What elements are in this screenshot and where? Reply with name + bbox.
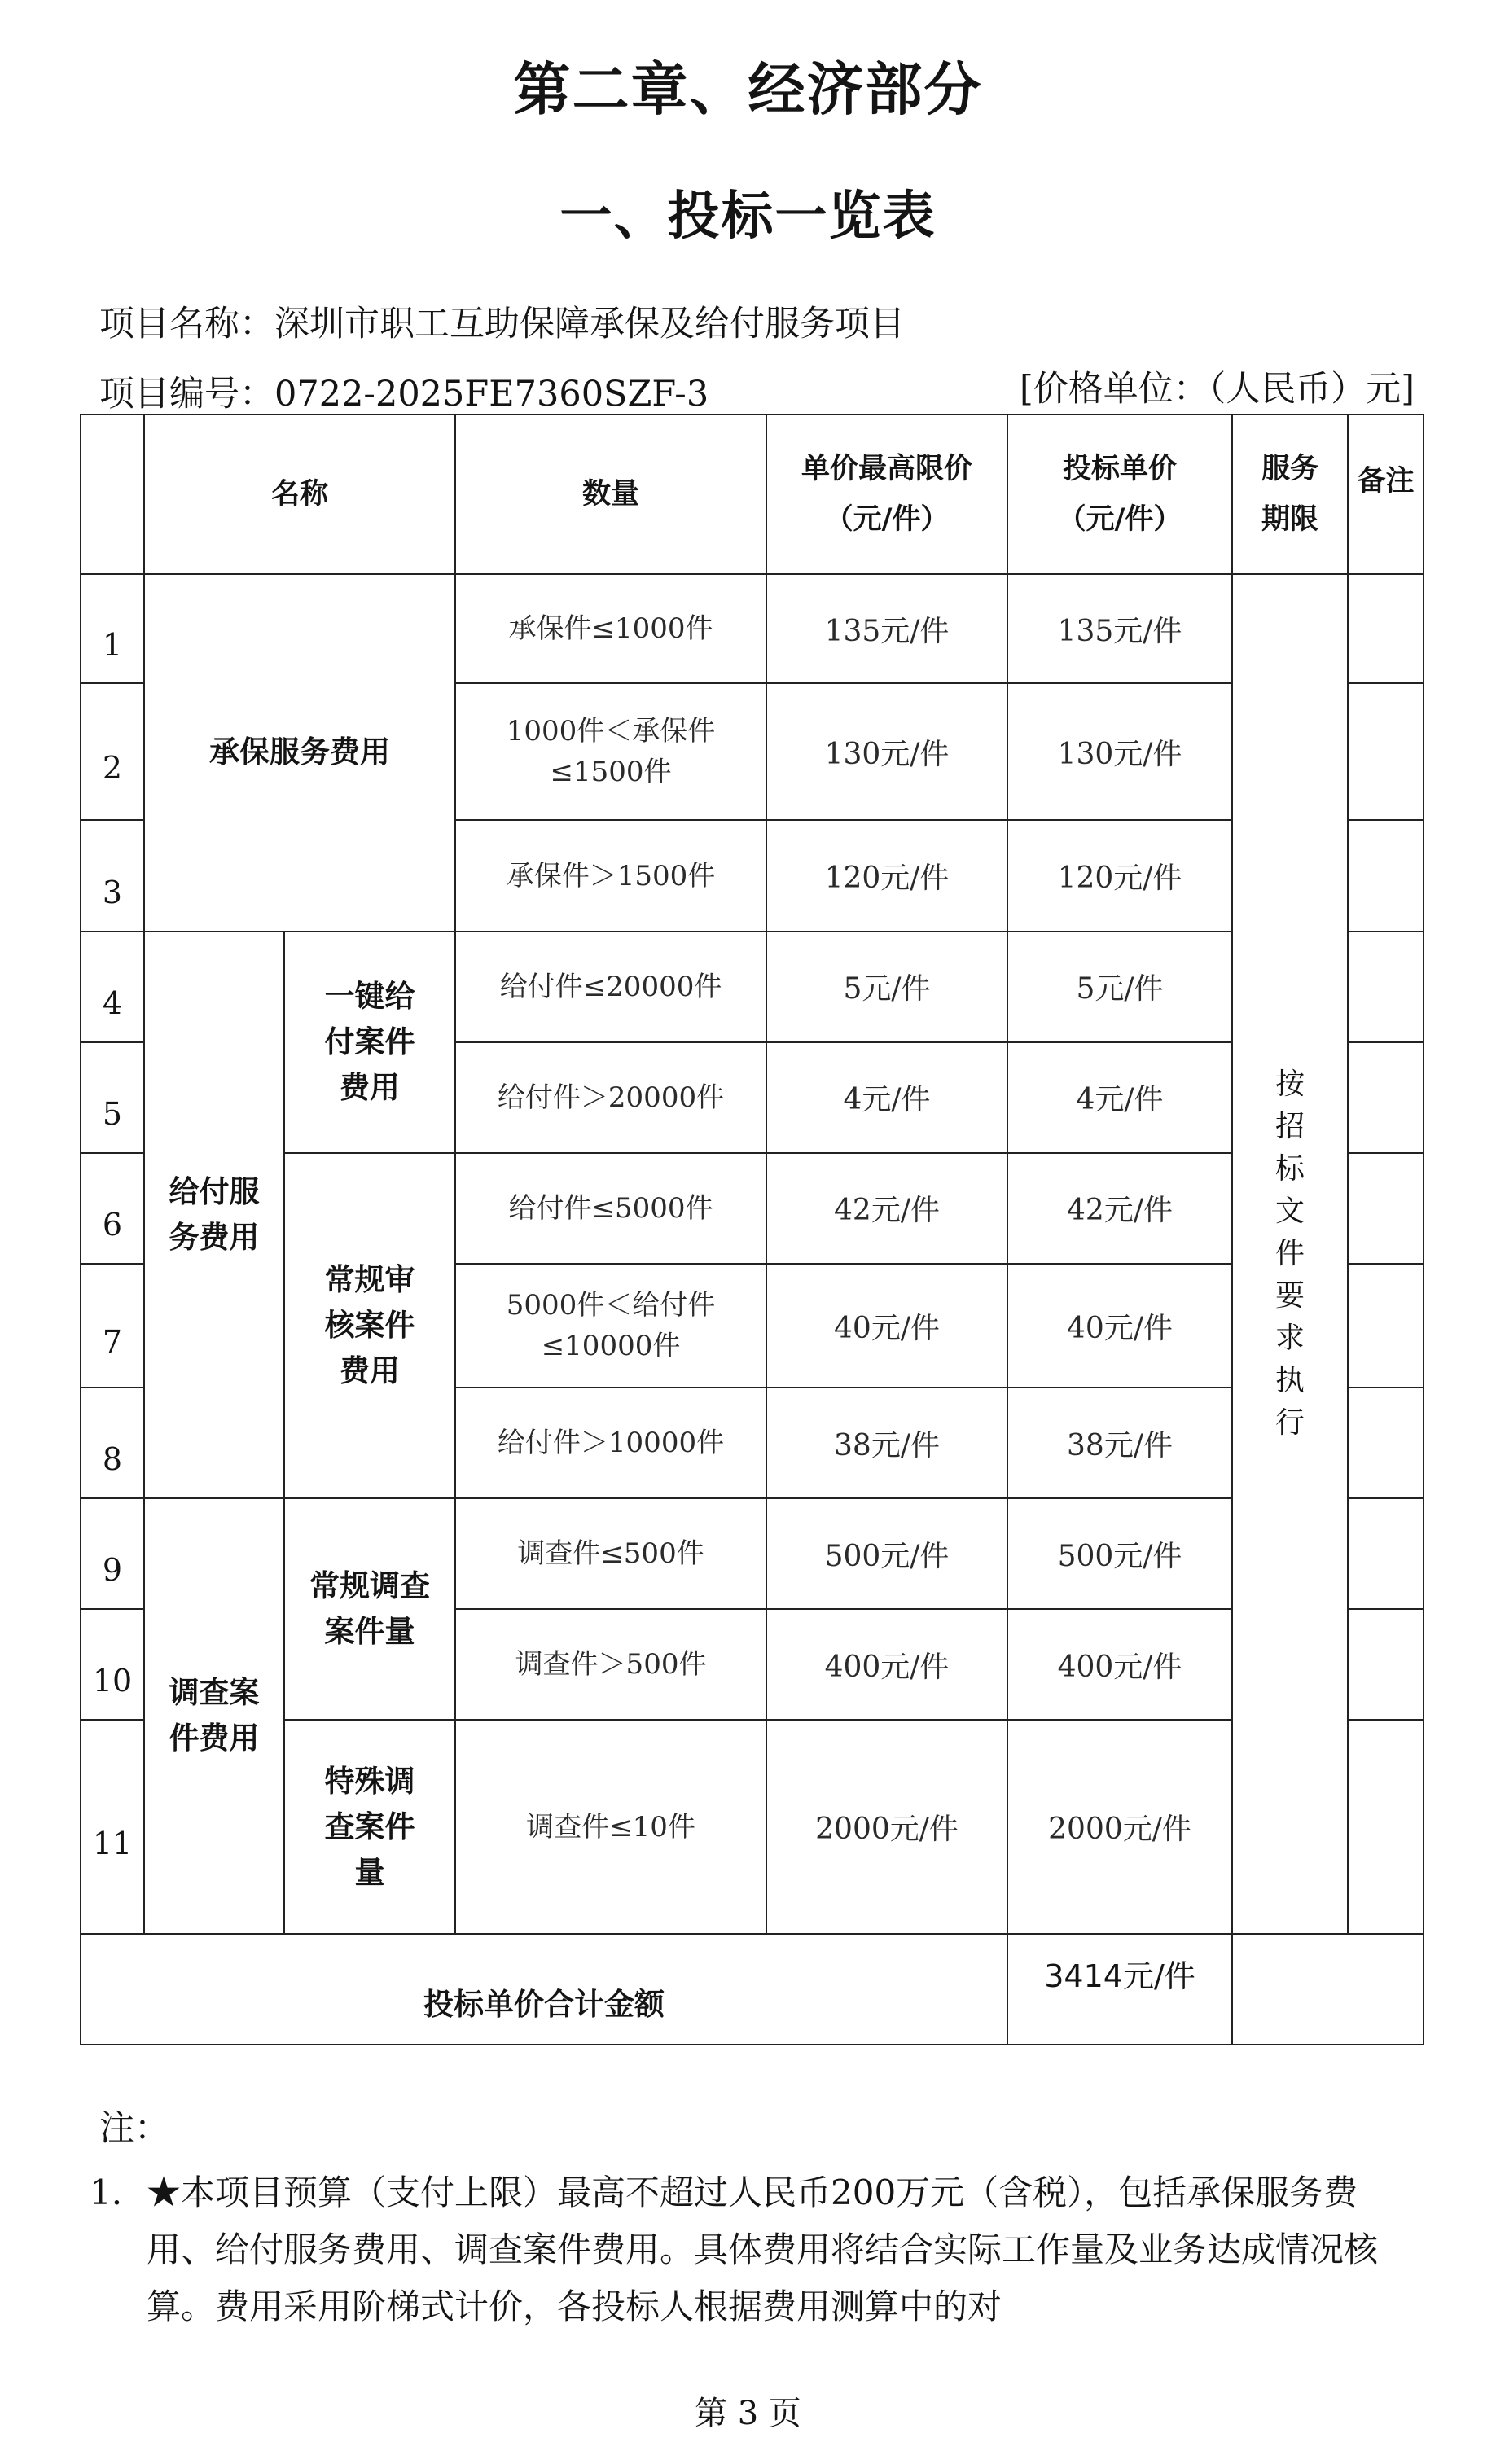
row-number: 3 (81, 820, 144, 931)
row-remarks (1348, 1609, 1424, 1720)
row-bid-price: 130元/件 (1007, 683, 1232, 820)
row-remarks (1348, 1153, 1424, 1264)
row-bid-price: 135元/件 (1007, 574, 1232, 683)
row-max-price: 400元/件 (766, 1609, 1007, 1720)
row-bid-price: 500元/件 (1007, 1498, 1232, 1609)
group-payment: 给付服务费用 (144, 932, 284, 1499)
row-number: 6 (81, 1153, 144, 1264)
price-unit: [价格单位：（人民币）元] (1019, 369, 1415, 410)
group-one-click: 一键给付案件费用 (284, 932, 455, 1153)
row-remarks (1348, 574, 1424, 683)
row-number: 1 (81, 574, 144, 683)
group-regular-review: 常规审核案件费用 (284, 1153, 455, 1498)
bid-summary-table (80, 414, 1424, 2045)
total-row (81, 1934, 1424, 2045)
header-remarks: 备注 (1348, 414, 1424, 574)
row-bid-price: 2000元/件 (1007, 1720, 1232, 1933)
header-no (81, 414, 144, 574)
row-max-price: 38元/件 (766, 1388, 1007, 1498)
chapter-title: 第二章、经济部分 (513, 56, 983, 123)
row-quantity: 给付件≤5000件 (455, 1153, 766, 1264)
row-bid-price: 5元/件 (1007, 932, 1232, 1042)
header-name: 名称 (144, 414, 455, 574)
note-item (90, 2164, 1425, 2335)
row-max-price: 135元/件 (766, 574, 1007, 683)
group-investigation: 调查案件费用 (144, 1498, 284, 1934)
row-max-price: 130元/件 (766, 683, 1007, 820)
row-quantity: 调查件＞500件 (455, 1609, 766, 1720)
project-name: 项目名称：深圳市职工互助保障承保及给付服务项目 (99, 304, 905, 344)
row-number: 4 (81, 932, 144, 1042)
total-empty (1232, 1934, 1424, 2045)
row-max-price: 2000元/件 (766, 1720, 1007, 1933)
row-quantity: 1000件＜承保件≤1500件 (455, 683, 766, 820)
row-number: 8 (81, 1388, 144, 1498)
row-remarks (1348, 1388, 1424, 1498)
row-quantity: 给付件≤20000件 (455, 932, 766, 1042)
row-bid-price: 400元/件 (1007, 1609, 1232, 1720)
header-max-price: 单价最高限价（元/件） (766, 414, 1007, 574)
row-remarks (1348, 1042, 1424, 1153)
table-row (81, 574, 1424, 683)
row-max-price: 120元/件 (766, 820, 1007, 931)
row-remarks (1348, 932, 1424, 1042)
header-bid-price: 投标单价（元/件） (1007, 414, 1232, 574)
row-remarks (1348, 1264, 1424, 1388)
row-bid-price: 40元/件 (1007, 1264, 1232, 1388)
row-quantity: 调查件≤10件 (455, 1720, 766, 1933)
row-quantity: 调查件≤500件 (455, 1498, 766, 1609)
row-number: 10 (81, 1609, 144, 1720)
group-special-investigation: 特殊调查案件量 (284, 1720, 455, 1933)
table-row (81, 932, 1424, 1042)
header-quantity: 数量 (455, 414, 766, 574)
row-bid-price: 4元/件 (1007, 1042, 1232, 1153)
row-number: 7 (81, 1264, 144, 1388)
row-bid-price: 42元/件 (1007, 1153, 1232, 1264)
row-quantity: 5000件＜给付件≤10000件 (455, 1264, 766, 1388)
row-quantity: 给付件＞10000件 (455, 1388, 766, 1498)
row-number: 9 (81, 1498, 144, 1609)
group-regular-investigation: 常规调查案件量 (284, 1498, 455, 1720)
row-remarks (1348, 683, 1424, 820)
total-label: 投标单价合计金额 (81, 1934, 1007, 2045)
row-remarks (1348, 1498, 1424, 1609)
row-bid-price: 120元/件 (1007, 820, 1232, 931)
header-service-term: 服务期限 (1232, 414, 1348, 574)
service-term: 按招标文件要求执行 (1232, 574, 1348, 1934)
row-remarks (1348, 820, 1424, 931)
row-number: 11 (81, 1720, 144, 1933)
row-quantity: 承保件＞1500件 (455, 820, 766, 931)
row-number: 2 (81, 683, 144, 820)
note-index: 1. (90, 2172, 123, 2212)
row-max-price: 42元/件 (766, 1153, 1007, 1264)
row-bid-price: 38元/件 (1007, 1388, 1232, 1498)
row-max-price: 40元/件 (766, 1264, 1007, 1388)
row-number: 5 (81, 1042, 144, 1153)
row-max-price: 5元/件 (766, 932, 1007, 1042)
project-number: 项目编号：0722-2025FE7360SZF-3 (99, 374, 709, 414)
row-max-price: 4元/件 (766, 1042, 1007, 1153)
note-text: ★本项目预算（支付上限）最高不超过人民币200万元（含税），包括承保服务费用、给付服务费用、调查案件费用。具体费用将结合实际工作量及业务达成情况核算。费用采用阶梯式计价，各投标人根据费用测算中的对 (147, 2172, 1379, 2326)
notes-title: 注： (99, 2108, 169, 2149)
row-quantity: 承保件≤1000件 (455, 574, 766, 683)
page-number: 第 3 页 (695, 2395, 801, 2432)
group-underwriting: 承保服务费用 (144, 574, 455, 931)
section-title: 一、投标一览表 (559, 186, 937, 247)
row-max-price: 500元/件 (766, 1498, 1007, 1609)
total-value: 3414元/件 (1007, 1934, 1232, 2045)
row-quantity: 给付件＞20000件 (455, 1042, 766, 1153)
table-row (81, 1498, 1424, 1609)
row-remarks (1348, 1720, 1424, 1933)
